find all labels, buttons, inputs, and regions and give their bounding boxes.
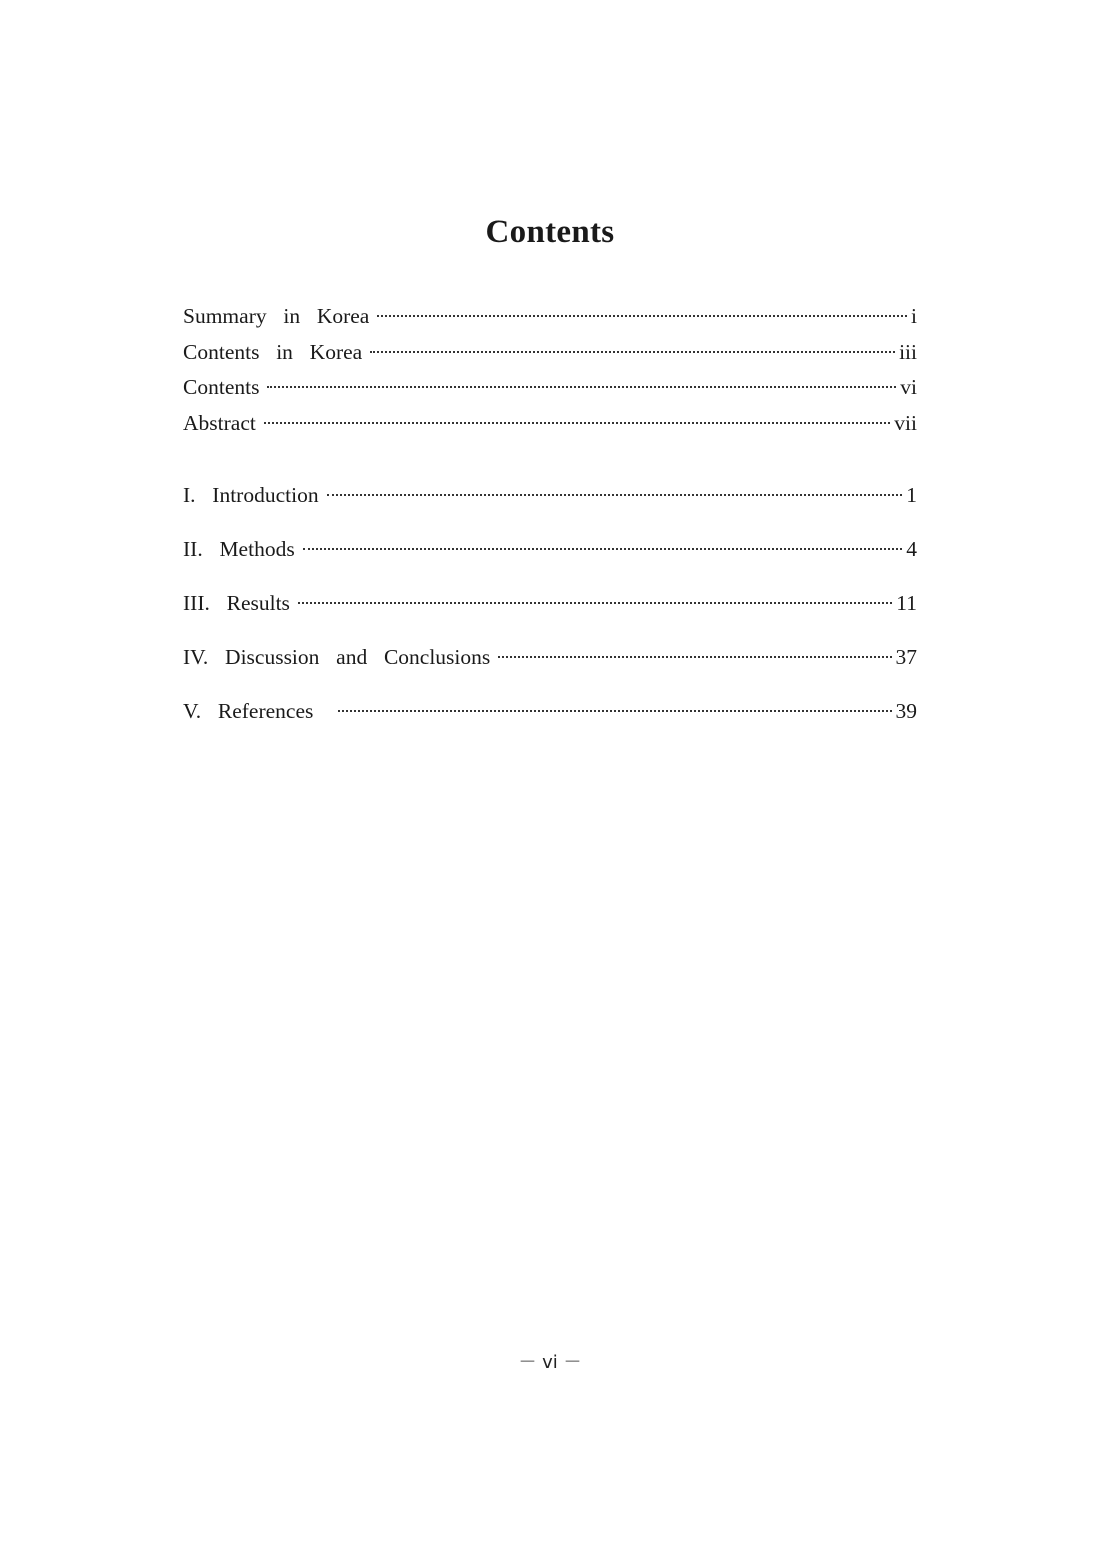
toc-entry-discussion-and-conclusions[interactable] bbox=[183, 643, 917, 671]
toc-entry-page: 4 bbox=[906, 537, 917, 561]
toc-entry-label: II. Methods bbox=[183, 537, 295, 561]
toc-entry-references[interactable] bbox=[183, 697, 917, 725]
toc-entry-summary-in-korea[interactable] bbox=[183, 302, 917, 330]
toc-entry-label: IV. Discussion and Conclusions bbox=[183, 645, 491, 669]
toc-entry-label: V. References bbox=[183, 699, 331, 723]
toc-entry-methods[interactable] bbox=[183, 535, 917, 563]
dot-leader bbox=[264, 422, 890, 424]
dot-leader bbox=[370, 351, 895, 353]
toc-entry-page: 37 bbox=[895, 645, 917, 669]
toc-entry-page: vi bbox=[900, 375, 917, 399]
toc-entry-label: I. Introduction bbox=[183, 483, 319, 507]
toc-entry-contents-in-korea[interactable] bbox=[183, 338, 917, 366]
toc-entry-label: Abstract bbox=[183, 411, 256, 435]
toc-entry-page: vii bbox=[894, 411, 917, 435]
toc-entry-label: Summary in Korea bbox=[183, 304, 370, 328]
toc-entry-contents[interactable] bbox=[183, 373, 917, 401]
dot-leader bbox=[338, 710, 891, 712]
dot-leader bbox=[303, 548, 903, 550]
toc-entry-page: 1 bbox=[906, 483, 917, 507]
toc-entry-label: Contents bbox=[183, 375, 260, 399]
toc-entry-introduction[interactable] bbox=[183, 481, 917, 509]
dot-leader bbox=[498, 656, 891, 658]
toc-entry-abstract[interactable] bbox=[183, 409, 917, 437]
dot-leader bbox=[327, 494, 903, 496]
dot-leader bbox=[267, 386, 896, 388]
page-title: Contents bbox=[485, 214, 615, 250]
toc-entry-results[interactable] bbox=[183, 589, 917, 617]
toc-entry-label: III. Results bbox=[183, 591, 290, 615]
toc-entry-label: Contents in Korea bbox=[183, 340, 363, 364]
dot-leader bbox=[298, 602, 892, 604]
toc-entry-page: i bbox=[911, 304, 917, 328]
dot-leader bbox=[377, 315, 907, 317]
toc-entry-page: 39 bbox=[895, 699, 917, 723]
toc-entry-page: iii bbox=[899, 340, 917, 364]
page-number: － vi － bbox=[518, 1352, 582, 1373]
toc-entry-page: 11 bbox=[896, 591, 917, 615]
